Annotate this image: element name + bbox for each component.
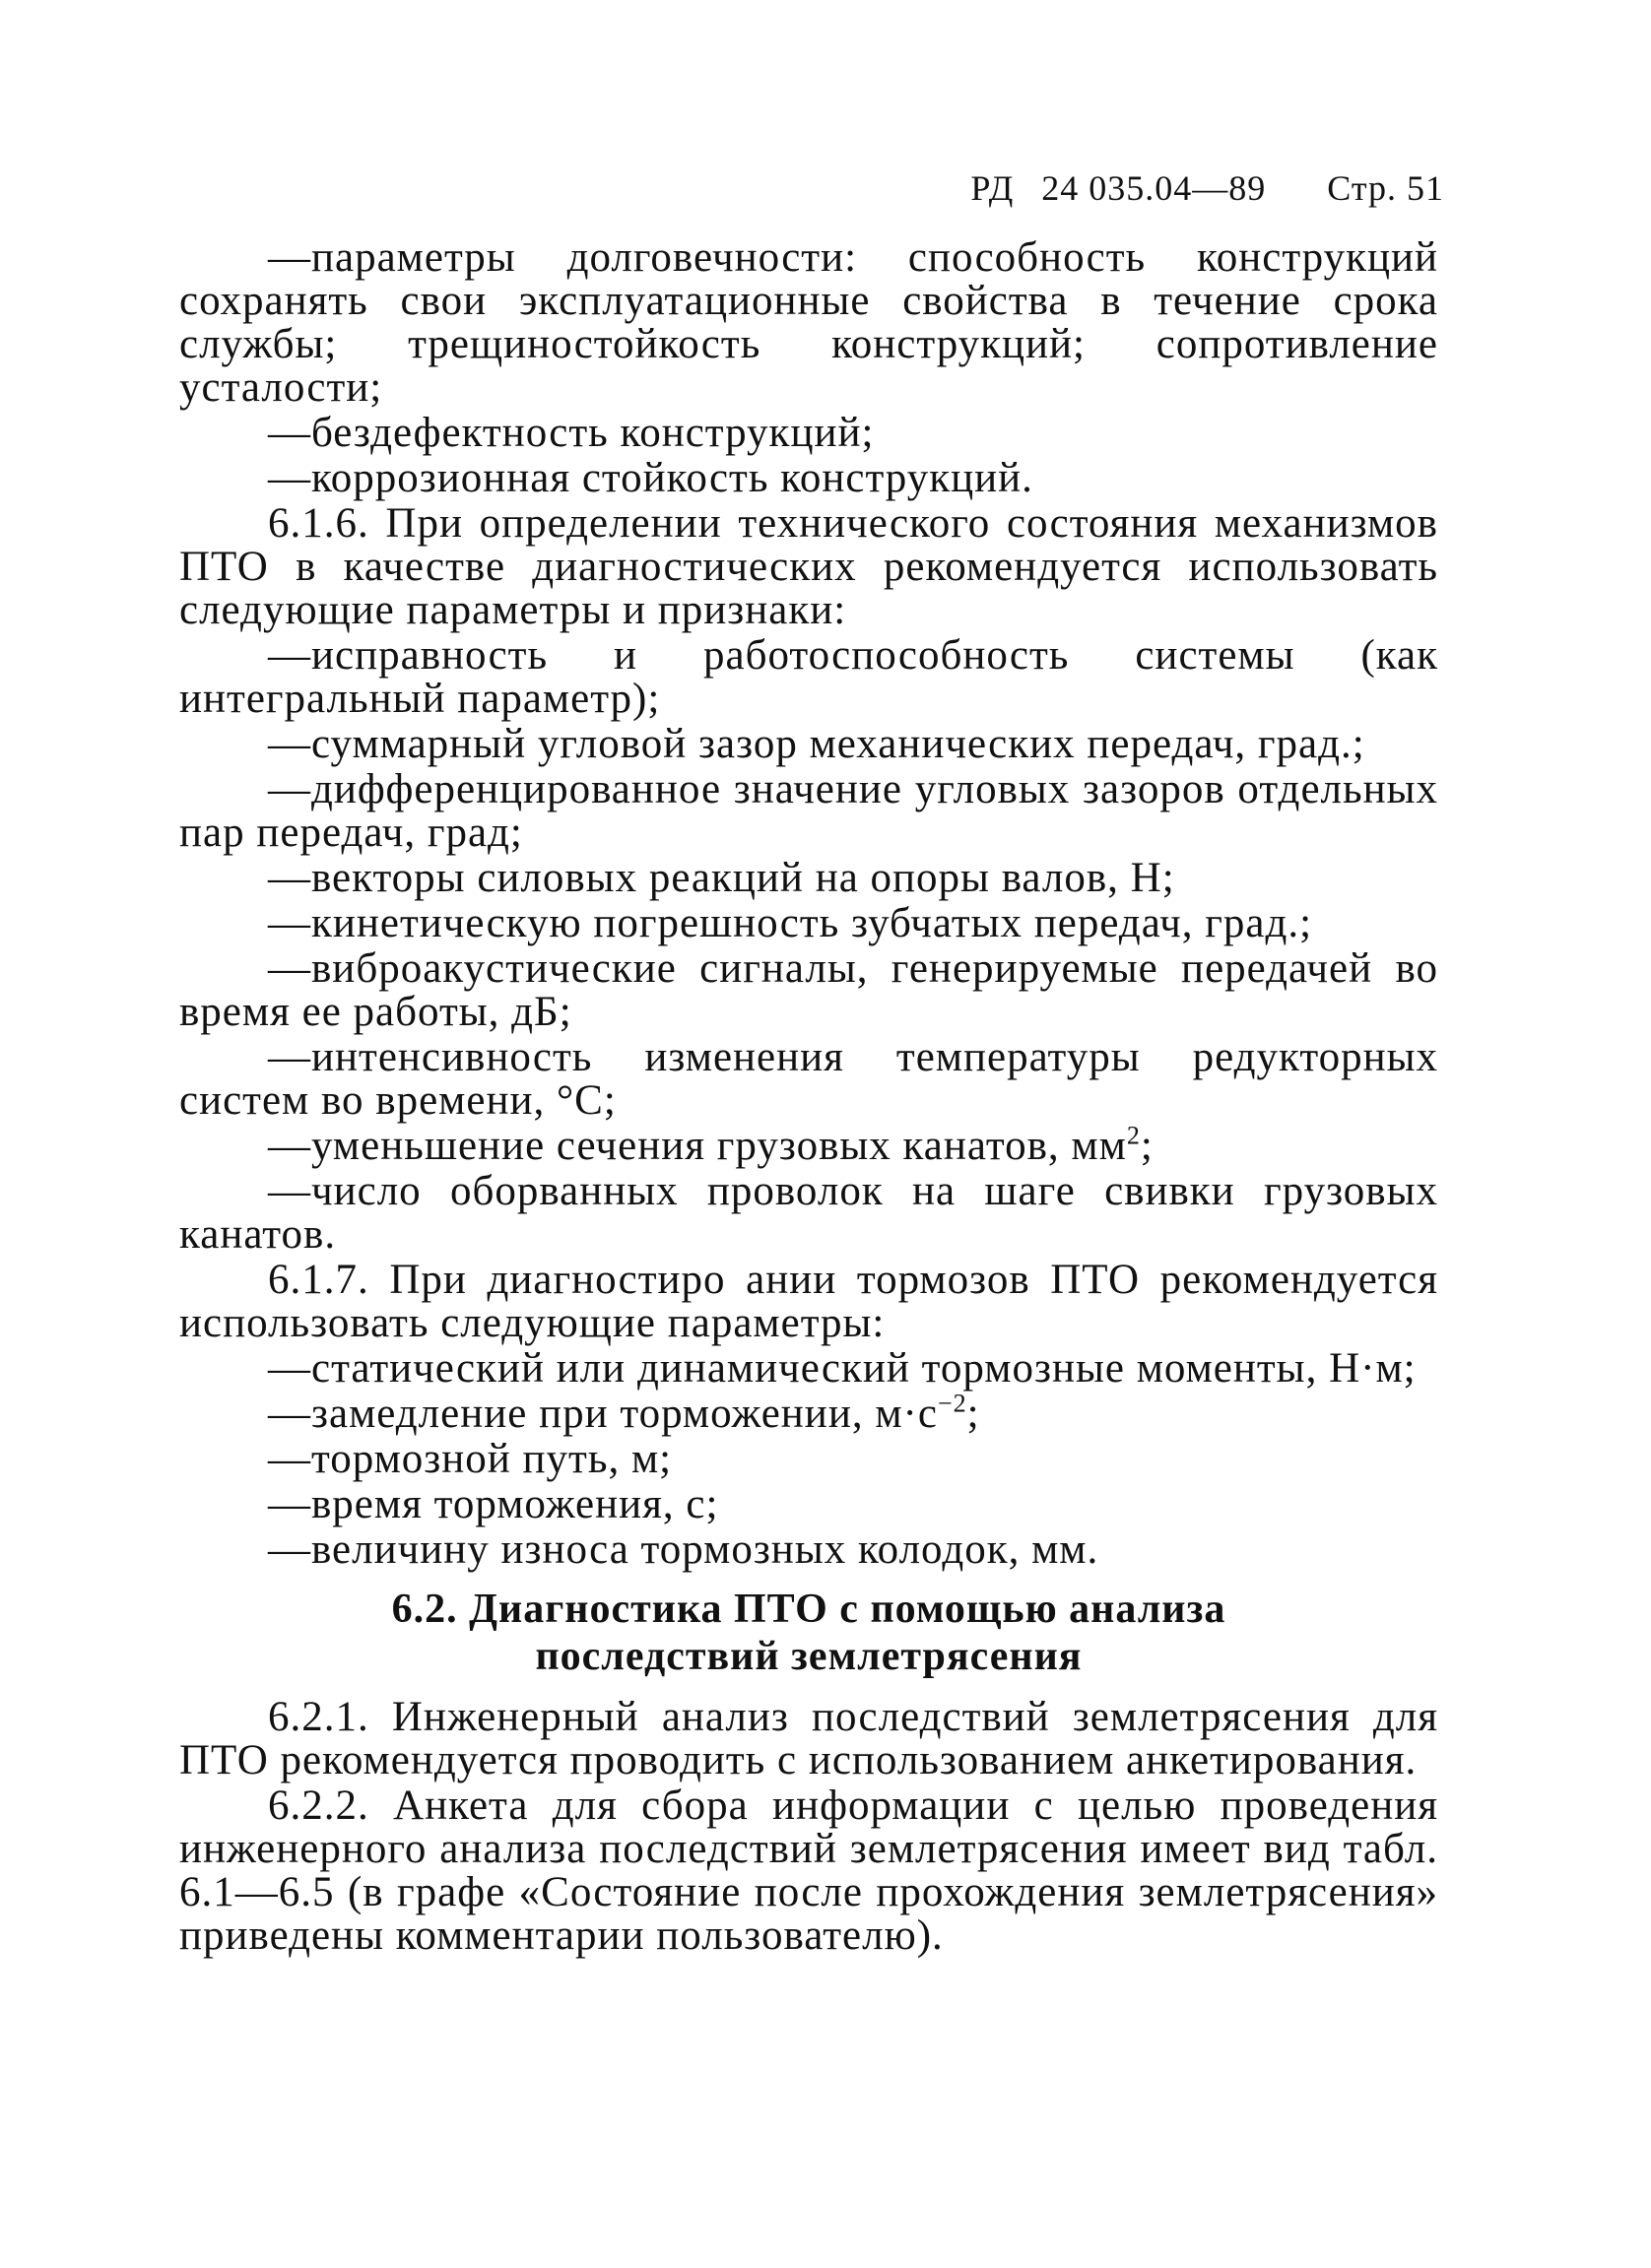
paragraph <box>179 1389 1438 1437</box>
paragraph-end: ; <box>1140 1123 1154 1169</box>
paragraph: —суммарный угловой зазор механических передач, град.; <box>268 721 1365 767</box>
doc-prefix: РД <box>970 168 1015 208</box>
doc-number: 24 035.04—89 <box>1041 168 1267 208</box>
section-heading-line: последствий землетрясения <box>535 1634 1083 1679</box>
paragraph: 6.1.6. При определении технического состояния механизмов ПТО в качестве диагностических рекомендуется использовать следующие параметры и признаки: <box>179 500 1438 633</box>
paragraph: —кинетическую погрешность зубчатых передач, град.; <box>268 900 1313 946</box>
paragraph: 6.2.2. Анкета для сбора информации с целью проведения инженерного анализа последствий землетрясения имеет вид табл. 6.1—6.5 (в графе «Состояние после прохождения землетрясения» приведены комментарии пользователю). <box>179 1782 1438 1959</box>
document-body <box>179 236 1438 1960</box>
paragraph: 6.2.1. Инженерный анализ последствий землетрясения для ПТО рекомендуется проводить с использованием анкетирования. <box>179 1694 1438 1783</box>
superscript: −2 <box>937 1389 967 1418</box>
paragraph-end: ; <box>966 1391 980 1437</box>
paragraph-text: —замедление при торможении, м·с <box>268 1391 938 1437</box>
paragraph: —исправность и работоспособность системы (как интегральный параметр); <box>179 632 1438 722</box>
paragraph: 6.1.7. При диагностиро ании тормозов ПТО рекомендуется использовать следующие параметры: <box>179 1257 1438 1346</box>
paragraph: —векторы силовых реакций на опоры валов, Н; <box>268 855 1175 901</box>
paragraph: —дифференцированное значение угловых зазоров отдельных пар передач, град; <box>179 766 1438 856</box>
paragraph-text: —уменьшение сечения грузовых канатов, мм <box>268 1123 1127 1169</box>
paragraph: —время торможения, с; <box>268 1481 719 1527</box>
section-heading <box>179 1586 1438 1680</box>
paragraph: —тормозной путь, м; <box>268 1436 673 1482</box>
paragraph: —интенсивность изменения температуры редукторных систем во времени, °С; <box>179 1034 1438 1124</box>
paragraph: —параметры долговечности: способность конструкций сохранять свои эксплуатационные свойства в течение срока службы; трещиностойкость конструкций; сопротивление усталости; <box>179 234 1438 411</box>
paragraph: —величину износа тормозных колодок, мм. <box>268 1526 1099 1573</box>
superscript: 2 <box>1126 1121 1141 1150</box>
paragraph: —статический или динамический тормозные моменты, Н·м; <box>268 1345 1417 1392</box>
paragraph: —бездефектность конструкций; <box>268 410 875 456</box>
section-heading-line: 6.2. Диагностика ПТО с помощью анализа <box>391 1587 1226 1632</box>
page-number: Стр. 51 <box>1327 168 1444 208</box>
paragraph: —коррозионная стойкость конструкций. <box>268 455 1033 501</box>
paragraph: —число оборванных проволок на шаге свивки грузовых канатов. <box>179 1168 1438 1258</box>
page-header <box>970 167 1444 209</box>
paragraph <box>179 1121 1438 1169</box>
paragraph: —виброакустические сигналы, генерируемые передачей во время ее работы, дБ; <box>179 945 1438 1035</box>
